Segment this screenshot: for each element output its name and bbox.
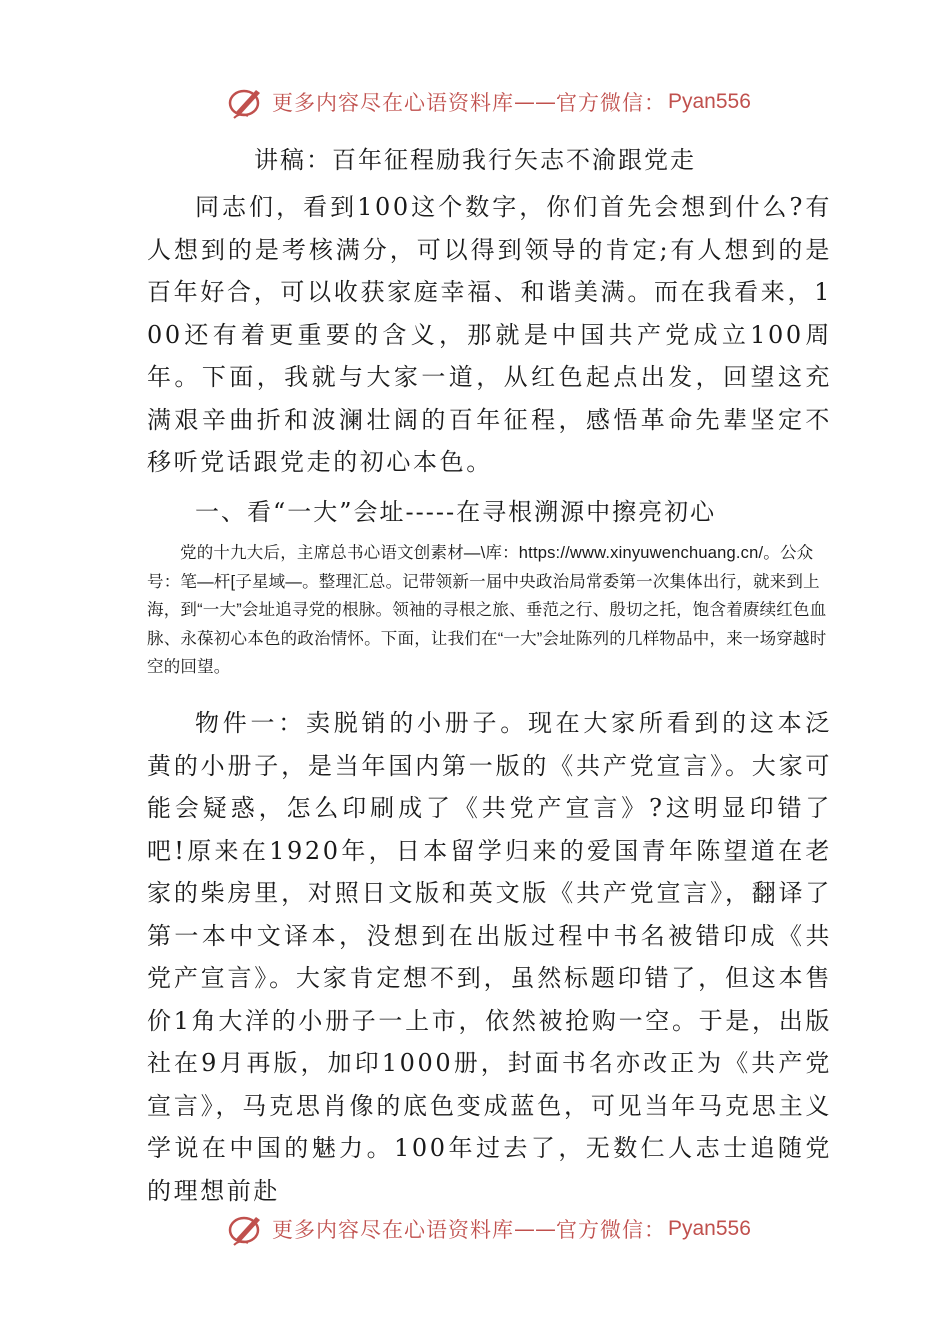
banner-dash: —— bbox=[514, 1217, 556, 1241]
pen-logo-icon bbox=[226, 82, 266, 122]
paragraph-item-1: 物件一：卖脱销的小册子。现在大家所看到的这本泛黄的小册子，是当年国内第一版的《共产党宣言》。大家可能会疑惑，怎么印刷成了《共党产宣言》?这明显印错了吧!原来在1920年，日本留学归来的爱国青年陈望道在老家的柴房里，对照日文版和英文版《共产党宣言》，翻译了第一本中文译本，没想到在出版过程中书名被错印成《共党产宣言》。大家肯定想不到，虽然标题印错了，但这本售价1角大洋的小册子一上市，依然被抢购一空。于是，出版社在9月再版，加印1000册，封面书名亦改正为《共产党宣言》，马克思肖像的底色变成蓝色，可见当年马克思主义学说在中国的魅力。100年过去了，无数仁人志士追随党的理想前赴 bbox=[147, 709, 832, 1205]
pen-logo-icon bbox=[226, 1209, 266, 1249]
document-title: 讲稿：百年征程励我行矢志不渝跟党走 bbox=[254, 146, 696, 174]
banner-dash: —— bbox=[514, 90, 556, 114]
banner-text: 更多内容尽在心语资料库 bbox=[272, 1218, 514, 1242]
section-heading-1: 一、看“一大”会址-----在寻根溯源中擦亮初心 bbox=[195, 498, 717, 526]
banner-wechat-label: 官方微信： bbox=[556, 1218, 666, 1242]
banner-wechat-id: Pyan556 bbox=[668, 90, 751, 113]
paragraph-intro: 同志们，看到100这个数字，你们首先会想到什么?有人想到的是考核满分，可以得到领导的肯定;有人想到的是百年好合，可以收获家庭幸福、和谐美满。而在我看来，100还有着更重要的含义，那就是中国共产党成立100周年。下面，我就与大家一道，从红色起点出发，回望这充满艰辛曲折和波澜壮阔的百年征程，感悟革命先辈坚定不移听党话跟党走的初心本色。 bbox=[147, 193, 832, 476]
banner-wechat-id: Pyan556 bbox=[668, 1217, 751, 1240]
banner-text: 更多内容尽在心语资料库 bbox=[272, 91, 514, 115]
banner-wechat-label: 官方微信： bbox=[556, 91, 666, 115]
paragraph-section-1: 党的十九大后，主席总书心语文创素材—\库：https://www.xinyuwenchuang.cn/。公众号：笔—杆[子星域—。整理汇总。记带领新一届中央政治局常委第一次集体出行，就来到上海，到“一大”会址追寻党的根脉。领袖的寻根之旅、垂范之行、殷切之托，饱含着赓续红色血脉、永葆初心本色的政治情怀。下面，让我们在“一大”会址陈列的几样物品中，来一场穿越时空的回望。 bbox=[147, 544, 827, 676]
footer-banner bbox=[226, 1209, 751, 1249]
header-banner bbox=[226, 82, 751, 122]
